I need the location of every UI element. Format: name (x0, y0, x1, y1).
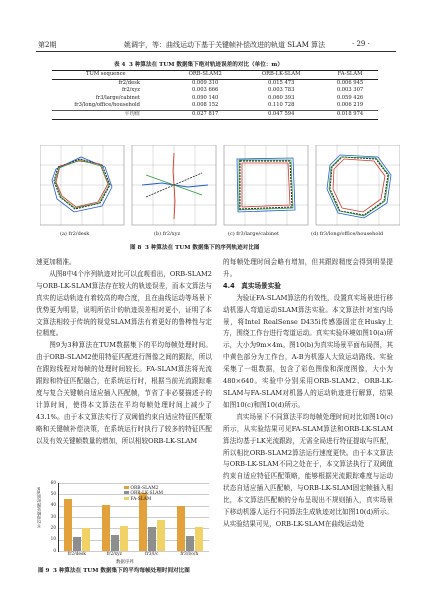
table-cell: 0.027 817 (170, 110, 240, 119)
table-cell: 0.060 393 (267, 94, 295, 101)
bar (64, 499, 72, 551)
gridline (59, 506, 209, 507)
figure8-caption (130, 243, 259, 251)
legend-item (124, 497, 163, 502)
legend-label: ORB-SLAM2 (130, 486, 159, 491)
running-title: 姚调宇，等：曲线运动下基于关键帧补偿改进的轨道 SLAM 算法 (124, 41, 326, 49)
ate-comparison-table (52, 70, 378, 120)
bar (186, 536, 194, 551)
trajectory-panel-a (40, 145, 124, 225)
table-row-average (52, 110, 378, 119)
paragraph: 图9为3种算法在TUM数据集下的平均每帧处理时间。由于ORB-SLAM2使用特征匹配进行图像之间的跟踪，所以在跟踪线程对每帧的处理时间较长。FA-SLAM算法将光流跟踪和特征匹配融合，在系统运行时，根据当前光流跟踪难度与复合关键帧自适应插入匹配帧，节省了非必要描述子的计算时间，使得本文算法在平均每帧处理时间上减少了43.1%。由于本文算法实行了双阈值约束自适应特征匹配策略和关键帧补偿决策，在系统运行时执行了较多的特征匹配以及有效关键帧数量的增加，所以相较ORB-LK-SLAM (36, 341, 212, 445)
table-cell: 0.047 594 (240, 110, 322, 119)
chart-xlabel: 数据序列 (116, 560, 134, 565)
table-row (52, 87, 378, 95)
table-cell: 0.009 310 (191, 79, 219, 86)
chart-legend (124, 486, 163, 502)
table-caption (114, 60, 283, 68)
bar (120, 526, 128, 551)
table-cell: 0.110 728 (267, 102, 295, 109)
figure8-panel-caption-b: (b) fr2/xyz (154, 231, 181, 237)
x-tick-label: fr3/l/c (145, 552, 159, 557)
bar (157, 520, 165, 551)
table-cell: 0.008 152 (191, 102, 219, 109)
page-number: · 29 · (352, 40, 370, 48)
table-cell: 0.006 219 (336, 102, 364, 109)
figure8-trajectory-panels (40, 145, 400, 229)
table-row (52, 95, 378, 103)
table-cell: 0.003 307 (336, 87, 364, 94)
figure8-panel-caption-c: (c) fr3/large/cabinet (228, 231, 279, 237)
chart-yticks (46, 481, 56, 551)
y-tick-label: 30 (50, 513, 56, 519)
table-cell: 0.059 426 (336, 94, 364, 101)
table-header-cell: TUM sequence (52, 71, 170, 80)
trajectory-panel-c (224, 145, 308, 225)
table-cell: fr3/long/office/household (74, 102, 140, 109)
table-cell: fr3/large/cabinet (95, 94, 140, 101)
y-tick-label: 10 (50, 536, 56, 542)
table-cell: 0.015 473 (267, 79, 295, 86)
table-header-cell: ORB-SLAM2 (170, 71, 240, 80)
gridline (59, 517, 209, 518)
paragraph: 从图8中4个序列轨迹对比可以直观看出，ORB-SLAM2与ORB-LK-SLAM算法存在较大的轨迹误差，而本文算法与真实的运动轨迹有着较高的吻合度，且在曲线运动等场景下优势更为明显，说明所估计的轨迹误差相对更小，证明了本文算法相较于传统的视觉SLAM算法有着更好的鲁棒性与定位精度。 (36, 269, 212, 338)
paragraph: 为验证FA-SLAM算法的有效性，设置真实场景进行移动机器人弯道运动SLAM算法实验。本文算法针对室内场景，将Intel RealSense D435i传感器固定在Husky上方，围绕工作台进行弯道运动。真实实验环境如图10(a)所示，大小为9m×4m。图10(b)为真实场景平面布局图，其中黄色部分为工作台，A-B为机器人大致运动路线。实验采集了一组数据，包含了彩色图像和深度图像，大小为480×640。实验中分别采用ORB-SLAM2、ORB-LK-SLAM与FA-SLAM对机器人的运动轨迹进行解算，结果如图10(c)和图10(d)所示。 (223, 293, 393, 409)
table-cell: 0.003 783 (267, 87, 295, 94)
y-tick-label: 0 (53, 547, 56, 553)
figure9-caption (38, 566, 190, 574)
table-header-cell: ORB-LK-SLAM (240, 71, 322, 80)
table-row (52, 102, 378, 110)
figure8-panel-caption-a: (a) fr2/desk (60, 231, 90, 237)
table-cell: 0.090 140 (191, 94, 219, 101)
legend-swatch (124, 497, 129, 500)
figure8-panel-caption-d: (d) fr3/long/office/household (311, 231, 384, 237)
y-tick-label: 40 (50, 502, 56, 508)
table-cell: 0.018 974 (322, 110, 378, 119)
table-caption-prefix: 表 4 (114, 62, 126, 68)
legend-swatch (124, 486, 129, 489)
bar (148, 527, 156, 551)
paragraph: 速更加精准。 (36, 258, 76, 266)
left-column (36, 257, 212, 448)
figure8-caption-text: 3 种算法在 TUM 数据集下的序列轨迹对比图 (145, 245, 260, 251)
bar (111, 535, 119, 551)
trajectory-panel-d (316, 145, 400, 225)
y-tick-label: 20 (50, 525, 56, 531)
section-heading: 4.4 真实场景实验 (223, 281, 281, 290)
table-header-cell: FA-SLAM (322, 71, 378, 80)
legend-label: FA-SLAM (130, 496, 152, 502)
x-tick-label: fr2/desk (67, 552, 86, 557)
header-rule (36, 51, 396, 52)
figure9-caption-text: 3 种算法在 TUM 数据集下的平均每帧处理时间对比图 (53, 568, 190, 574)
table-cell: 0.003 666 (191, 87, 219, 94)
bar (177, 506, 185, 551)
y-tick-label: 50 (50, 491, 56, 497)
legend-label: ORB-LK-SLAM (130, 491, 164, 497)
bar (73, 537, 81, 551)
journal-issue: 第2期 (38, 41, 57, 49)
figure9-caption-prefix: 图 9 (38, 568, 50, 574)
table-cell: fr2/desk (118, 79, 140, 86)
figure9-chart (36, 477, 212, 577)
chart-xticks (58, 552, 208, 558)
chart-ylabel: 平均每帧处理时间/ms (36, 487, 41, 529)
paragraph: 真实场景下不同算法平均每帧处理时间对比如图10(c)所示，从实验结果可见FA-SLAM算法和ORB-LK-SLAM算法均基于LK光流跟踪，无需全局进行特征提取与匹配，所以相比ORB-SLAM2算法运行速度更快。由于本文算法与ORB-LK-SLAM不同之处在于，本文算法执行了双阈值约束自适应特征匹配策略，能够根据光流跟踪难度与运动状态自适应插入匹配帧，与ORB-LK-SLAM固定帧插入相比，本文算法匹配帧的分布呈现出不规则插入，真实场景下移动机器人运行不同算法生成轨迹对比如图10(d)所示。从实验结果可见，ORB-LK-SLAM在曲线运动处 (223, 412, 393, 528)
table-caption-text: 3 种算法在 TUM 数据集下绝对轨迹误差的对比（单位：m） (129, 62, 283, 68)
bar (82, 528, 90, 551)
table-header-row (52, 71, 378, 80)
gridline (59, 483, 209, 484)
x-tick-label: fr2/xyz (106, 552, 122, 557)
bar (102, 505, 110, 551)
y-tick-label: 60 (50, 479, 56, 485)
table-row (52, 79, 378, 87)
x-tick-label: fr3/l/o/h (180, 552, 199, 557)
legend-swatch (124, 491, 129, 494)
trajectory-panel-b (132, 145, 216, 225)
figure8-caption-prefix: 图 8 (130, 245, 142, 251)
table-cell: 0.006 945 (336, 79, 364, 86)
table-cell: 平均值 (52, 110, 170, 119)
right-column (223, 257, 393, 531)
paragraph: 的每帧处理时间会略有增加，但其跟踪精度会得到明显提升。 (223, 258, 393, 278)
bar (195, 527, 203, 551)
table-cell: fr2/xyz (121, 87, 140, 94)
